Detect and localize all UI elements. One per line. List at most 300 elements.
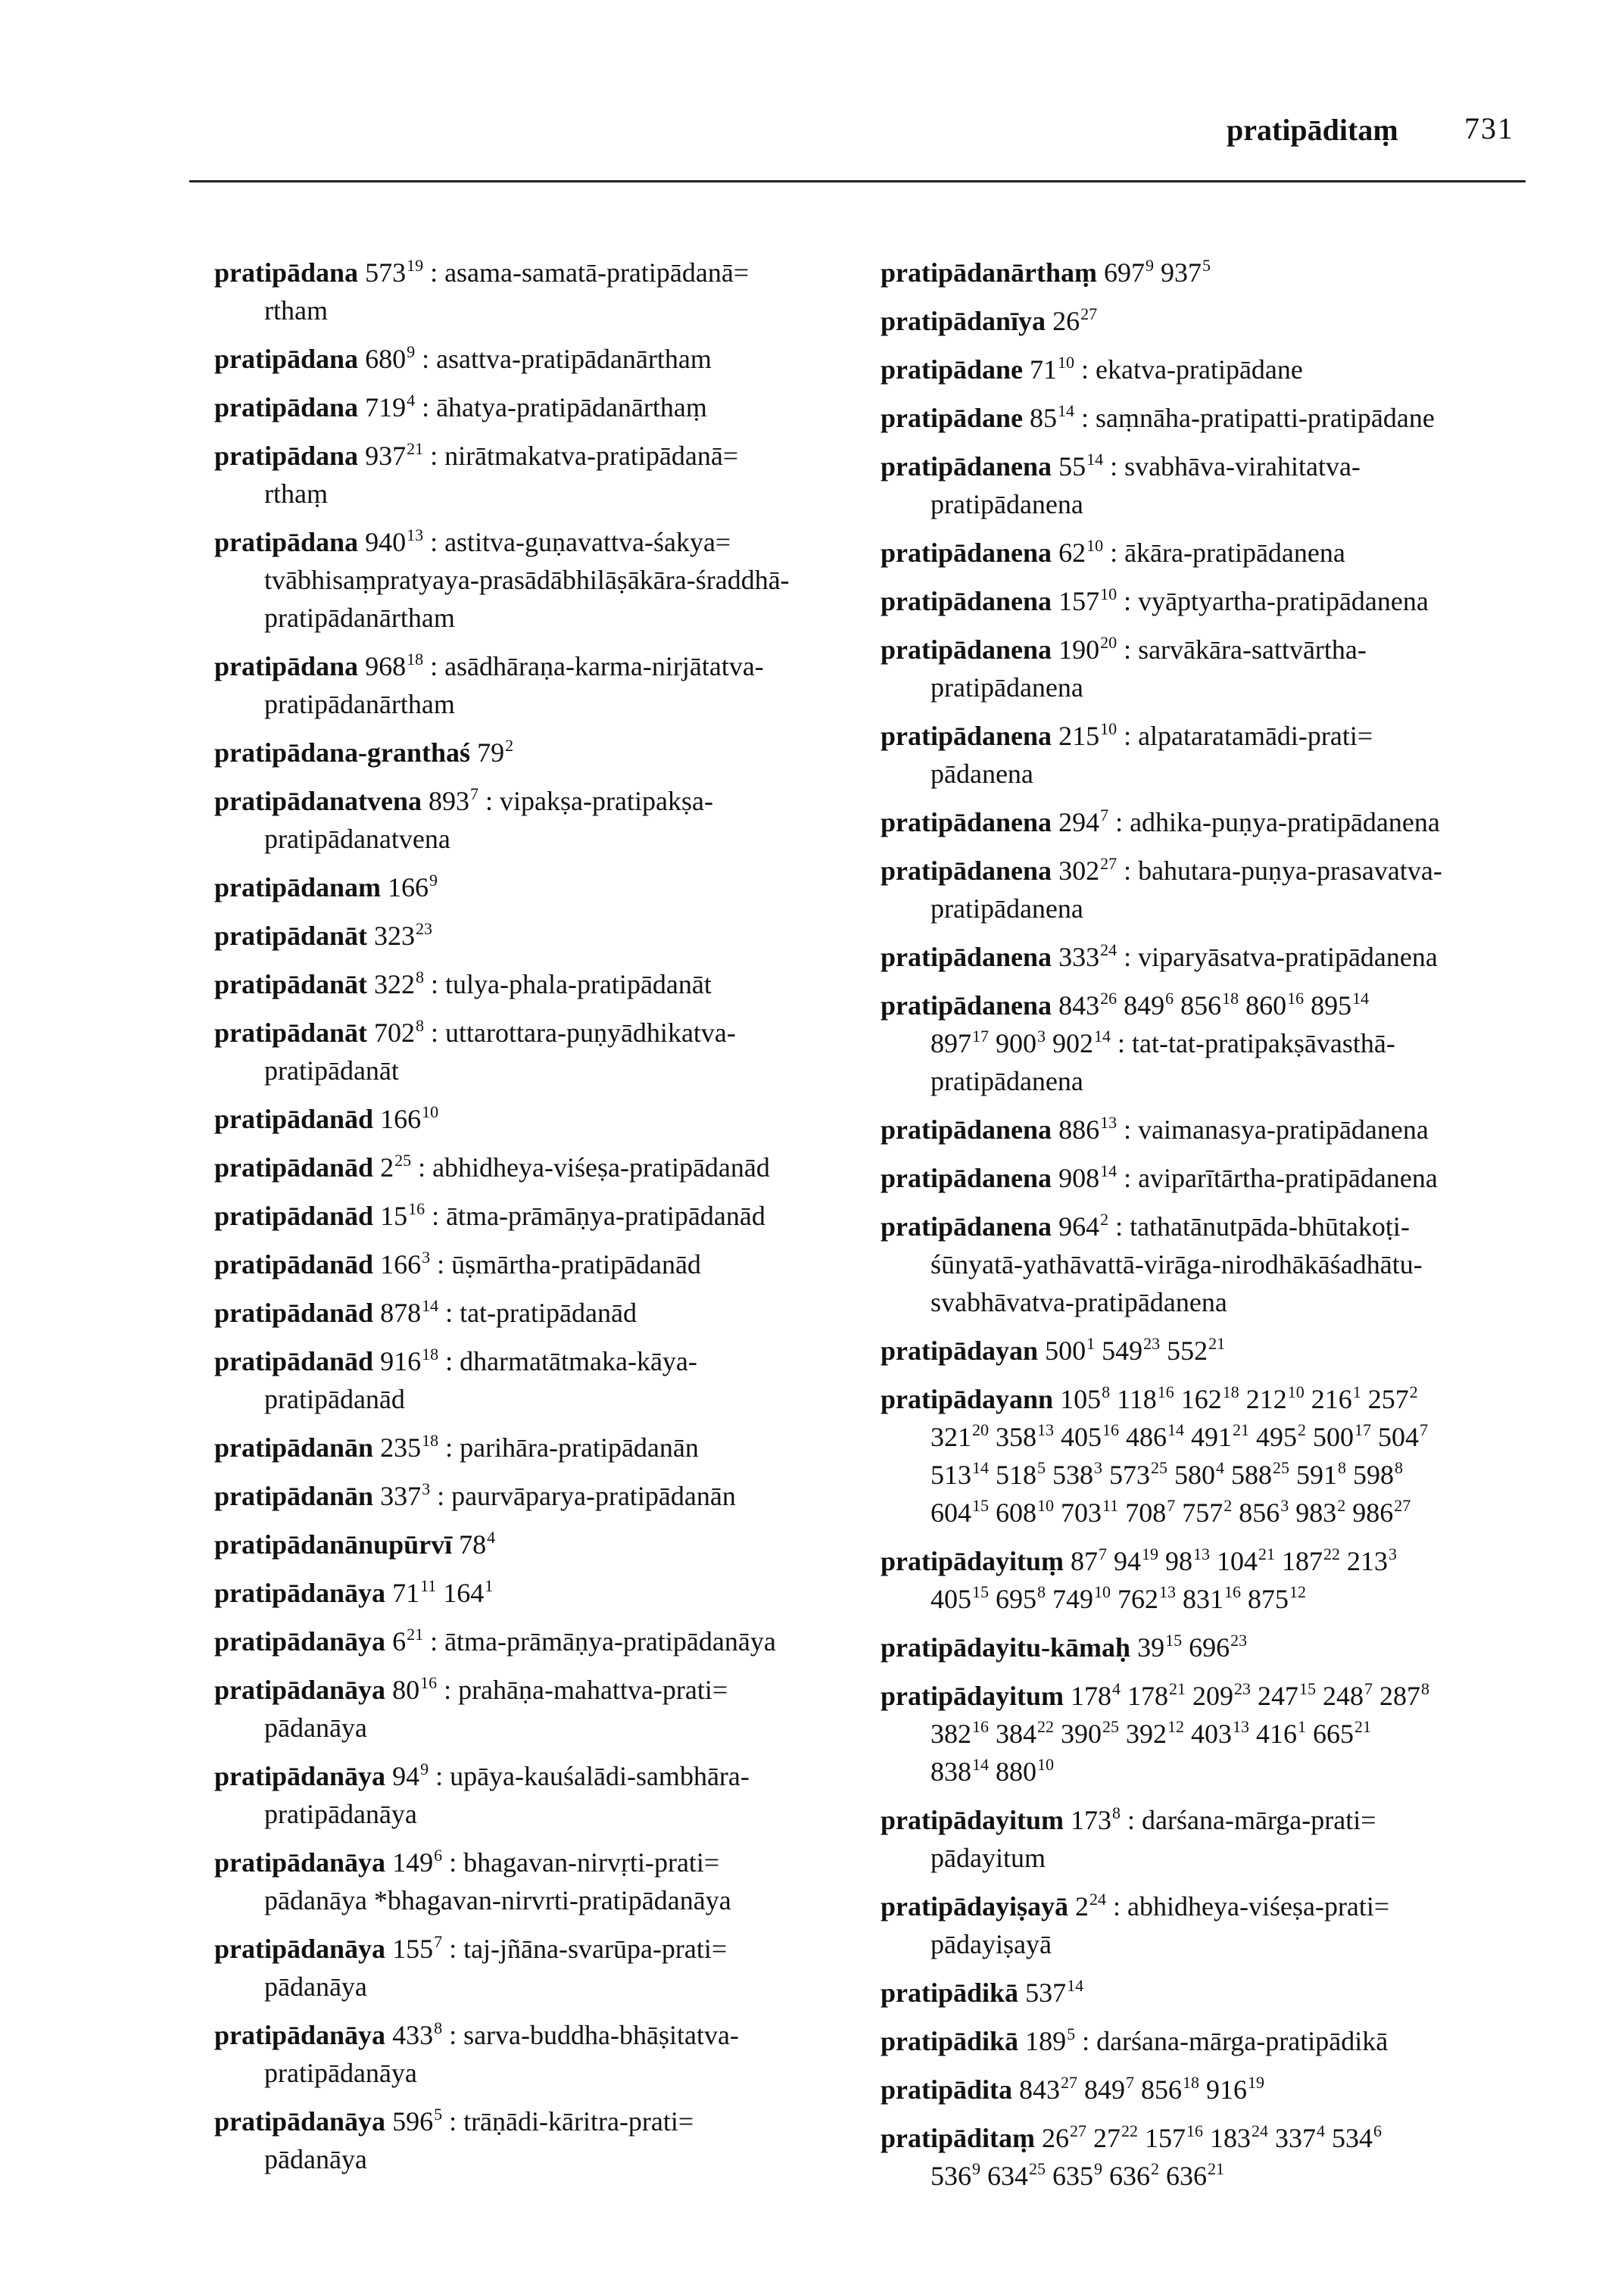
entry-line xyxy=(214,965,881,1003)
line-number-ref: 6 xyxy=(434,1846,443,1865)
line-number-ref: 3 xyxy=(422,1248,431,1267)
page-number-ref: 831 xyxy=(1183,1584,1223,1614)
entry-line xyxy=(214,1881,881,1919)
page-line-reference xyxy=(930,1460,989,1490)
page-line-reference xyxy=(380,1346,438,1376)
entry-line xyxy=(881,1580,1547,1618)
page-number-ref: 537 xyxy=(1025,1978,1067,2008)
page-number-ref: 534 xyxy=(1332,2123,1373,2153)
page-number-ref: 173 xyxy=(1071,1805,1112,1835)
entry-headword: pratipādane xyxy=(881,354,1024,385)
line-number-ref: 18 xyxy=(1183,2073,1200,2092)
entry-headword: pratipādayitum xyxy=(881,1805,1064,1835)
page-number-ref: 495 xyxy=(1256,1422,1297,1452)
line-number-ref: 2 xyxy=(1337,1496,1346,1515)
page-line-reference xyxy=(1109,1460,1167,1490)
entry-gloss: : astitva-guṇavattva-śakya= xyxy=(430,527,731,557)
page-line-reference xyxy=(1124,990,1174,1021)
page-number-ref: 500 xyxy=(1045,1336,1086,1366)
page-number-ref: 162 xyxy=(1180,1384,1222,1414)
page-number-ref: 757 xyxy=(1182,1498,1223,1528)
page-line-reference xyxy=(1182,1498,1232,1528)
page-number-ref: 549 xyxy=(1102,1336,1143,1366)
page-line-reference xyxy=(365,651,423,681)
page-line-reference xyxy=(1093,2123,1138,2153)
page-number-ref: 247 xyxy=(1258,1681,1299,1711)
entry-headword: pratipādayiṣayā xyxy=(881,1891,1069,1922)
line-number-ref: 7 xyxy=(1100,806,1109,824)
line-number-ref: 3 xyxy=(1037,1027,1046,1046)
page-line-reference xyxy=(1058,451,1103,482)
page-line-reference xyxy=(1311,990,1369,1021)
entry-line xyxy=(214,1671,881,1709)
index-entry xyxy=(214,1429,881,1466)
line-number-ref: 10 xyxy=(1086,536,1104,555)
page-number-ref: 486 xyxy=(1126,1422,1167,1452)
page-number-ref: 166 xyxy=(380,1104,422,1134)
page-line-reference xyxy=(1282,1546,1340,1576)
entry-headword: pratipādane xyxy=(881,403,1024,433)
entry-headword: pratipādayituṃ xyxy=(881,1546,1064,1576)
line-number-ref: 21 xyxy=(1233,1420,1249,1439)
index-entry xyxy=(881,254,1547,291)
page-line-reference xyxy=(1058,634,1117,665)
page-number-ref: 166 xyxy=(388,872,429,902)
line-number-ref: 1 xyxy=(1298,1717,1306,1736)
entry-line xyxy=(881,2022,1547,2060)
line-number-ref: 18 xyxy=(422,1431,439,1450)
page-number-ref: 708 xyxy=(1125,1498,1167,1528)
page-number-ref: 26 xyxy=(1052,306,1080,336)
page-number-ref: 916 xyxy=(1206,2074,1248,2105)
entry-line xyxy=(214,475,881,513)
line-number-ref: 23 xyxy=(1230,1631,1248,1650)
running-head xyxy=(1211,106,1529,151)
line-number-ref: 9 xyxy=(1146,256,1155,275)
entry-gloss: pādanāya xyxy=(264,2144,367,2174)
entry-gloss: pādanāya xyxy=(264,1971,367,2002)
page-number-ref: 382 xyxy=(930,1719,971,1749)
page-line-reference xyxy=(1052,306,1097,336)
page-number-ref: 178 xyxy=(1071,1681,1112,1711)
entry-line xyxy=(881,2157,1547,2195)
page-number-ref: 886 xyxy=(1058,1114,1100,1145)
entry-headword: pratipādanena xyxy=(881,807,1052,837)
line-number-ref: 13 xyxy=(1037,1420,1054,1439)
entry-headword: pratipādanāt xyxy=(214,1018,368,1048)
entry-headword: pratipāditaṃ xyxy=(881,2123,1036,2153)
line-number-ref: 2 xyxy=(1298,1420,1306,1439)
entry-gloss: pādayitum xyxy=(930,1843,1046,1873)
page-line-reference xyxy=(987,2161,1046,2191)
index-entry xyxy=(881,447,1547,523)
line-number-ref: 19 xyxy=(1248,2073,1265,2092)
page-number-ref: 719 xyxy=(365,392,407,422)
page-number-ref: 591 xyxy=(1296,1460,1337,1490)
line-number-ref: 26 xyxy=(1100,989,1117,1008)
index-entry xyxy=(214,437,881,513)
page-line-reference xyxy=(1145,2123,1203,2153)
index-entry xyxy=(214,868,881,906)
page-number-ref: 665 xyxy=(1313,1719,1354,1749)
line-number-ref: 18 xyxy=(1222,1382,1239,1401)
page-number-ref: 762 xyxy=(1117,1584,1158,1614)
page-line-reference xyxy=(1368,1384,1418,1414)
page-line-reference xyxy=(1353,1460,1403,1490)
page-line-reference xyxy=(1161,257,1211,288)
page-line-reference xyxy=(1126,1422,1184,1452)
page-line-reference xyxy=(1030,354,1074,385)
page-number-ref: 94 xyxy=(392,1761,420,1791)
page-number-ref: 98 xyxy=(1165,1546,1193,1576)
entry-line xyxy=(881,1629,1547,1666)
entry-line xyxy=(214,291,881,329)
page-number-ref: 536 xyxy=(930,2161,971,2191)
entry-gloss: pratipādanena xyxy=(930,1066,1083,1096)
entry-line xyxy=(881,534,1547,572)
line-number-ref: 5 xyxy=(1067,2024,1076,2043)
entry-line xyxy=(214,437,881,475)
line-number-ref: 3 xyxy=(422,1479,431,1498)
entry-headword: pratipādanena xyxy=(881,634,1052,665)
line-number-ref: 21 xyxy=(407,1625,424,1644)
page-line-reference xyxy=(1275,2123,1325,2153)
index-entry xyxy=(881,399,1547,437)
index-entry xyxy=(881,1111,1547,1149)
entry-line xyxy=(881,986,1547,1024)
header-rule xyxy=(189,180,1526,182)
page-line-reference xyxy=(380,1481,430,1511)
line-number-ref: 10 xyxy=(1037,1755,1054,1774)
page-line-reference xyxy=(1137,1632,1182,1663)
entry-gloss: pādanena xyxy=(930,759,1033,789)
entry-headword: pratipādanena xyxy=(881,1211,1052,1242)
entry-headword: pratipādanena xyxy=(881,856,1052,886)
entry-gloss: pratipādanād xyxy=(264,1384,405,1414)
entry-line xyxy=(214,1429,881,1466)
page-line-reference xyxy=(996,1756,1054,1787)
page-line-reference xyxy=(1058,1114,1117,1145)
line-number-ref: 8 xyxy=(1037,1582,1046,1601)
page-number-ref: 513 xyxy=(930,1460,971,1490)
index-entry xyxy=(881,631,1547,706)
entry-headword: pratipādanāya xyxy=(214,2106,386,2137)
page-number-ref: 323 xyxy=(374,921,416,951)
entry-gloss: : darśana-mārga-pratipādikā xyxy=(1082,2026,1389,2056)
index-entry xyxy=(881,2022,1547,2060)
page-number-ref: 257 xyxy=(1367,1384,1409,1414)
index-entry xyxy=(881,938,1547,976)
entry-line xyxy=(881,1332,1547,1370)
entry-line xyxy=(881,1380,1547,1418)
page-line-reference xyxy=(930,2161,980,2191)
page-line-reference xyxy=(1058,856,1117,886)
index-entry xyxy=(881,582,1547,620)
page-line-reference xyxy=(1248,1584,1306,1614)
page-number-ref: 986 xyxy=(1352,1498,1394,1528)
line-number-ref: 20 xyxy=(1100,633,1117,652)
index-entry xyxy=(214,1149,881,1186)
line-number-ref: 10 xyxy=(1037,1496,1054,1515)
entry-line xyxy=(881,1062,1547,1100)
page-line-reference xyxy=(365,441,423,471)
line-number-ref: 10 xyxy=(1058,353,1075,372)
line-number-ref: 3 xyxy=(1389,1544,1398,1563)
line-number-ref: 14 xyxy=(422,1296,439,1315)
entry-headword: pratipādanān xyxy=(214,1432,374,1463)
page-number-ref: 895 xyxy=(1311,990,1352,1021)
page-number-ref: 390 xyxy=(1061,1719,1102,1749)
page-number-ref: 287 xyxy=(1379,1681,1421,1711)
entry-headword: pratipādanena xyxy=(881,1163,1052,1193)
entry-gloss: : vaimanasya-pratipādanena xyxy=(1124,1114,1429,1145)
entry-gloss: pādayiṣayā xyxy=(930,1929,1052,1959)
entry-line xyxy=(881,1801,1547,1839)
entry-line xyxy=(214,1294,881,1332)
entry-line xyxy=(881,1677,1547,1715)
entry-headword: pratipādanāya xyxy=(214,1761,386,1791)
page-line-reference xyxy=(380,1201,425,1231)
page-number-ref: 937 xyxy=(1161,257,1202,288)
page-line-reference xyxy=(429,786,478,816)
line-number-ref: 23 xyxy=(1143,1334,1161,1353)
line-number-ref: 12 xyxy=(1167,1717,1184,1736)
line-number-ref: 14 xyxy=(1352,989,1370,1008)
entry-gloss: : vyāptyartha-pratipādanena xyxy=(1124,586,1429,616)
page-line-reference xyxy=(392,1675,437,1705)
page-number-ref: 157 xyxy=(1058,586,1100,616)
line-number-ref: 27 xyxy=(1394,1496,1411,1515)
line-number-ref: 22 xyxy=(1121,2121,1139,2140)
index-entry xyxy=(214,1342,881,1418)
entry-line xyxy=(214,523,881,561)
entry-line xyxy=(881,1159,1547,1197)
line-number-ref: 16 xyxy=(1157,1382,1174,1401)
page-number-ref: 880 xyxy=(996,1756,1036,1787)
page-line-reference xyxy=(1167,1336,1225,1366)
line-number-ref: 14 xyxy=(1167,1420,1184,1439)
entry-headword: pratipādanāya xyxy=(214,1626,386,1657)
page-line-reference xyxy=(1256,1719,1306,1749)
entry-headword: pratipādanād xyxy=(214,1298,374,1328)
running-head-word: pratipāditaṃ xyxy=(1227,113,1398,147)
entry-gloss: : alpataratamādi-prati= xyxy=(1124,721,1373,751)
line-number-ref: 10 xyxy=(1287,1382,1304,1401)
entry-line xyxy=(881,938,1547,976)
page-line-reference xyxy=(1042,2123,1086,2153)
entry-gloss: : upāya-kauśalādi-sambhāra- xyxy=(435,1761,750,1791)
page-line-reference xyxy=(1125,1498,1175,1528)
line-number-ref: 7 xyxy=(1364,1679,1373,1698)
entry-line xyxy=(881,1494,1547,1532)
index-entry xyxy=(881,302,1547,340)
line-number-ref: 22 xyxy=(1037,1717,1054,1736)
page-line-reference xyxy=(1075,1891,1106,1922)
page-number-ref: 118 xyxy=(1117,1384,1157,1414)
page-number-ref: 87 xyxy=(1071,1546,1099,1576)
page-line-reference xyxy=(392,1934,442,1964)
page-number-ref: 636 xyxy=(1166,2161,1207,2191)
page-number-ref: 183 xyxy=(1210,2123,1252,2153)
page-line-reference xyxy=(1189,1632,1247,1663)
page-number-ref: 187 xyxy=(1282,1546,1323,1576)
entry-line xyxy=(214,734,881,771)
page-line-reference xyxy=(1141,2074,1199,2105)
line-number-ref: 4 xyxy=(1216,1458,1224,1477)
index-entry xyxy=(214,1100,881,1138)
entry-gloss: : nirātmakatva-pratipādanā= xyxy=(430,441,739,471)
page-line-reference xyxy=(1061,1422,1119,1452)
line-number-ref: 4 xyxy=(407,391,416,410)
entry-gloss: : tulya-phala-pratipādanāt xyxy=(431,969,712,999)
page-number-ref: 878 xyxy=(380,1298,422,1328)
line-number-ref: 7 xyxy=(1167,1496,1176,1515)
page-number-ref: 695 xyxy=(996,1584,1036,1614)
entry-line xyxy=(214,917,881,955)
page-line-reference xyxy=(1295,1498,1345,1528)
entry-line xyxy=(881,399,1547,437)
page-line-reference xyxy=(996,1498,1054,1528)
entry-headword: pratipādana xyxy=(214,651,359,681)
page-number-ref: 403 xyxy=(1191,1719,1232,1749)
line-number-ref: 14 xyxy=(1067,1976,1084,1995)
entry-gloss: : āhatya-pratipādanārthaṃ xyxy=(422,392,707,422)
line-number-ref: 13 xyxy=(1100,1113,1117,1132)
line-number-ref: 27 xyxy=(1061,2073,1078,2092)
page-number-ref: 696 xyxy=(1189,1632,1230,1663)
page-number-ref: 634 xyxy=(987,2161,1028,2191)
entry-headword: pratipādana xyxy=(214,392,359,422)
entry-line xyxy=(214,782,881,820)
index-entry xyxy=(214,734,881,771)
page-line-reference xyxy=(1332,2123,1382,2153)
index-entry xyxy=(881,1542,1547,1618)
entry-headword: pratipādanāya xyxy=(214,1675,386,1705)
line-number-ref: 1 xyxy=(1086,1334,1096,1353)
entry-line xyxy=(214,599,881,637)
line-number-ref: 14 xyxy=(1094,1027,1111,1046)
entry-headword: pratipādanānupūrvī xyxy=(214,1529,453,1560)
page-line-reference xyxy=(1245,990,1304,1021)
page-line-reference xyxy=(1313,1719,1371,1749)
page-line-reference xyxy=(1058,586,1117,616)
entry-line xyxy=(214,340,881,378)
index-entry xyxy=(881,1677,1547,1791)
page-number-ref: 104 xyxy=(1217,1546,1258,1576)
page-line-reference xyxy=(1025,1978,1083,2008)
line-number-ref: 8 xyxy=(1112,1803,1121,1822)
page-line-reference xyxy=(374,1018,424,1048)
index-entry xyxy=(881,1332,1547,1370)
page-number-ref: 843 xyxy=(1019,2074,1061,2105)
page-line-reference xyxy=(1058,721,1117,751)
entry-headword: pratipādanena xyxy=(881,942,1052,972)
entry-line xyxy=(881,1925,1547,1963)
entry-line xyxy=(214,2140,881,2178)
line-number-ref: 11 xyxy=(1102,1496,1119,1515)
entry-line xyxy=(214,1844,881,1881)
line-number-ref: 5 xyxy=(1037,1458,1046,1477)
entry-headword: pratipādanāt xyxy=(214,969,368,999)
entry-line xyxy=(214,1342,881,1380)
line-number-ref: 2 xyxy=(1223,1496,1233,1515)
entry-line xyxy=(214,1574,881,1612)
page-line-reference xyxy=(365,257,423,288)
entry-headword: pratipādanārthaṃ xyxy=(881,257,1098,288)
entry-line xyxy=(881,447,1547,485)
line-number-ref: 16 xyxy=(408,1199,425,1218)
page-number-ref: 416 xyxy=(1256,1719,1297,1749)
page-number-ref: 588 xyxy=(1231,1460,1272,1490)
line-number-ref: 27 xyxy=(1080,304,1098,323)
entry-line xyxy=(881,1111,1547,1149)
entry-headword: pratipādanād xyxy=(214,1249,374,1279)
index-entry xyxy=(214,782,881,858)
page-line-reference xyxy=(392,2020,442,2050)
line-number-ref: 21 xyxy=(1354,1717,1371,1736)
line-number-ref: 18 xyxy=(422,1345,439,1364)
entry-line xyxy=(881,803,1547,841)
entry-headword: pratipādanena xyxy=(881,451,1052,482)
line-number-ref: 15 xyxy=(972,1582,989,1601)
page-number-ref: 843 xyxy=(1058,990,1100,1021)
entry-line xyxy=(214,1526,881,1563)
page-line-reference xyxy=(380,1104,438,1134)
page-line-reference xyxy=(996,1719,1054,1749)
line-number-ref: 21 xyxy=(1208,2159,1224,2178)
entry-line xyxy=(881,1245,1547,1283)
page-line-reference xyxy=(1025,2026,1075,2056)
line-number-ref: 25 xyxy=(1151,1458,1167,1477)
entry-gloss: pratipādanāt xyxy=(264,1055,399,1086)
index-entry xyxy=(881,1887,1547,1963)
page-number-ref: 392 xyxy=(1126,1719,1167,1749)
entry-headword: pratipādita xyxy=(881,2074,1013,2105)
page-number-ref: 897 xyxy=(930,1028,971,1058)
page-line-reference xyxy=(1323,1681,1373,1711)
entry-headword: pratipādanād xyxy=(214,1104,374,1134)
line-number-ref: 21 xyxy=(1208,1334,1226,1353)
entry-gloss: : darśana-mārga-prati= xyxy=(1127,1805,1376,1835)
index-entry xyxy=(881,534,1547,572)
page-line-reference xyxy=(1183,1584,1241,1614)
line-number-ref: 8 xyxy=(1102,1382,1111,1401)
entry-line xyxy=(881,1208,1547,1245)
entry-headword: pratipādana xyxy=(214,527,359,557)
entry-gloss: : tathatānutpāda-bhūtakoṭi- xyxy=(1115,1211,1410,1242)
line-number-ref: 16 xyxy=(420,1673,438,1692)
line-number-ref: 16 xyxy=(1102,1420,1119,1439)
line-number-ref: 23 xyxy=(1234,1679,1252,1698)
line-number-ref: 2 xyxy=(505,736,514,755)
line-number-ref: 15 xyxy=(1299,1679,1317,1698)
entry-line xyxy=(881,890,1547,927)
page-line-reference xyxy=(930,1028,989,1058)
page-line-reference xyxy=(996,1584,1046,1614)
page-number-ref: 213 xyxy=(1347,1546,1389,1576)
page-number-ref: 849 xyxy=(1084,2074,1126,2105)
page-number-ref: 337 xyxy=(1275,2123,1317,2153)
line-number-ref: 19 xyxy=(407,256,424,275)
line-number-ref: 6 xyxy=(1165,989,1174,1008)
line-number-ref: 14 xyxy=(1086,450,1104,469)
entry-gloss: : asama-samatā-pratipādanā= xyxy=(430,257,750,288)
page-line-reference xyxy=(1045,1336,1095,1366)
page-line-reference xyxy=(1166,2161,1224,2191)
page-line-reference xyxy=(380,1249,430,1279)
page-line-reference xyxy=(1061,1498,1118,1528)
page-number-ref: 71 xyxy=(1030,354,1058,385)
